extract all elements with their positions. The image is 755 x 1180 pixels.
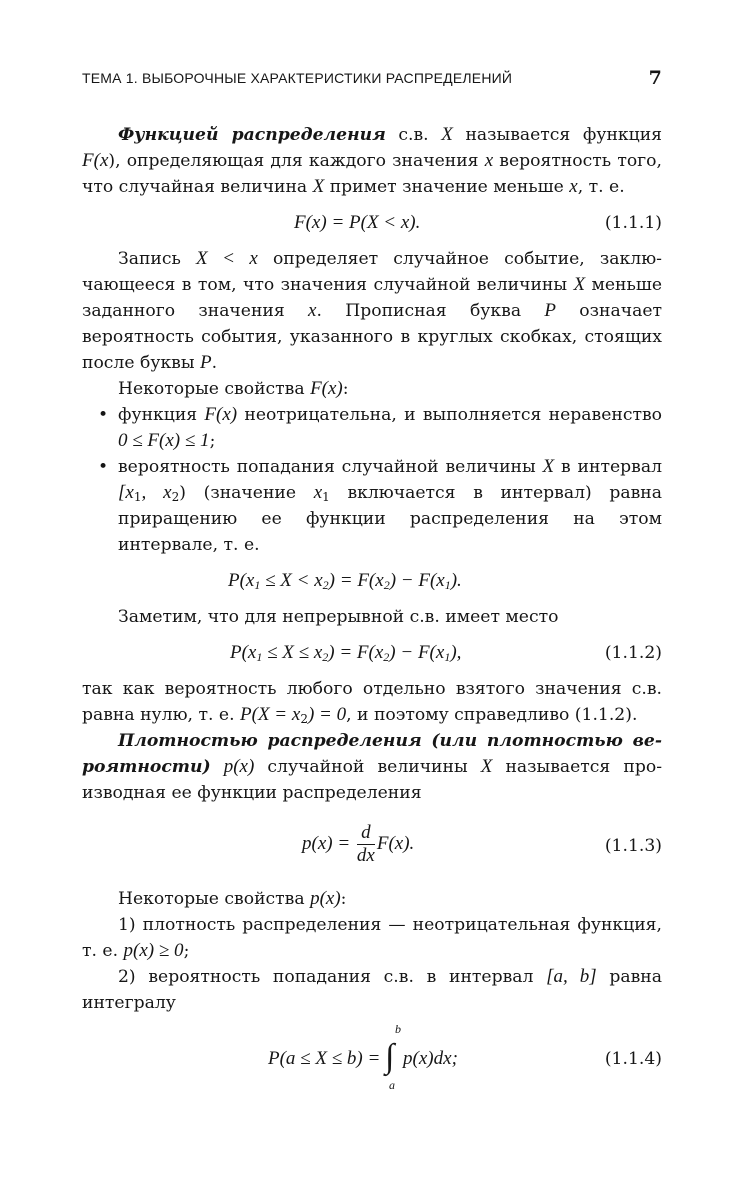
cdf-properties-list	[82, 402, 662, 558]
formula-part: ) = F(x	[328, 642, 384, 663]
subscript: 1	[256, 650, 263, 664]
formula-part: ) − F(x	[389, 642, 445, 663]
formula-part: ≤ X < x	[260, 570, 323, 591]
list-item	[82, 454, 662, 558]
text: определяет случайное событие, заключающееся в том, что значения случайной величины	[82, 249, 662, 295]
text: с.в.	[385, 125, 442, 145]
math-var: x	[313, 482, 323, 503]
equation-1-1-1	[82, 210, 662, 236]
equation-number: (1.1.4)	[604, 1049, 662, 1069]
formula-part: P(x	[230, 642, 257, 663]
math-var: , x	[141, 482, 172, 503]
formula-part: ) = F(x	[328, 570, 384, 591]
math-var: x	[99, 150, 109, 171]
math-var: ) = 0	[307, 704, 347, 725]
math-var: p(x)	[310, 888, 341, 909]
text: функция	[118, 405, 205, 425]
text: ), определяющая для каждого значения	[108, 151, 485, 171]
text: в интервал	[554, 457, 662, 477]
subscript: 1	[133, 490, 142, 504]
math-var: F(x)	[310, 378, 343, 399]
equation-number: (1.1.2)	[604, 643, 662, 663]
integral-upper-limit: b	[395, 1022, 402, 1036]
fraction-denominator: dx	[356, 845, 375, 866]
math-var: P(X = x	[240, 704, 301, 725]
text	[211, 757, 224, 777]
fraction-numerator: d	[357, 822, 375, 845]
text: :	[342, 379, 349, 399]
text: называется производная ее функции распределения	[82, 757, 662, 803]
equation-number: (1.1.3)	[604, 836, 662, 856]
formula	[230, 640, 461, 666]
page-body	[82, 122, 662, 1096]
text: означает вероятность события, указанного в круглых скобках, стоящих после буквы	[82, 301, 662, 373]
equation-interval-probability	[82, 568, 662, 594]
math-var: p(x)	[223, 756, 255, 777]
math-var: x	[308, 300, 317, 321]
subscript: 2	[383, 578, 390, 592]
text: неотрицательна, и выполняется неравенство	[237, 405, 662, 425]
derivative-fraction	[357, 822, 375, 867]
text: меньше заданного значения	[82, 275, 663, 321]
formula-lhs: P(a ≤ X ≤ b) =	[268, 1048, 386, 1069]
text: .	[211, 353, 218, 373]
bullet-icon: •	[98, 405, 109, 425]
subscript: 2	[383, 650, 390, 664]
math-var: X	[573, 274, 586, 295]
bullet-icon: •	[98, 457, 109, 477]
paragraph-pdf-definition	[82, 728, 662, 806]
formula-rhs: p(x)dx;	[403, 1048, 458, 1069]
page-number: 7	[648, 67, 662, 89]
text: равна интегралу	[82, 967, 663, 1013]
subscript: 2	[322, 650, 329, 664]
math-var: X < x	[196, 248, 258, 269]
paragraph-zero-probability	[82, 676, 662, 728]
formula: F(x) = P(X < x).	[294, 212, 421, 233]
formula-part: ),	[450, 642, 462, 663]
text: ;	[209, 431, 216, 451]
math-var: (	[93, 150, 100, 171]
text: ;	[183, 941, 190, 961]
text: называется функция	[452, 125, 662, 145]
subscript: 1	[254, 578, 261, 592]
formula-rhs: F(x).	[376, 832, 415, 854]
formula-lhs: p(x) =	[302, 832, 355, 854]
formula-part: P(x	[228, 570, 255, 591]
integral-sign	[385, 1024, 403, 1094]
subscript: 1	[444, 578, 451, 592]
text: 1) плотность распределения — неотрицательная функция, т. е.	[82, 915, 662, 961]
text: Некоторые свойства	[118, 889, 311, 909]
formula-part: ) − F(x	[389, 570, 445, 591]
subscript: 2	[300, 712, 308, 726]
term-pdf: Плотностью распределения (или плотностью вероятности)	[82, 731, 662, 777]
paragraph-pdf-property-2	[82, 964, 662, 1016]
integral-lower-limit: a	[389, 1078, 396, 1092]
subscript: 1	[444, 650, 451, 664]
integral-symbol: ∫	[385, 1038, 395, 1075]
paragraph-continuous-note: Заметим, что для непрерывной с.в. имеет место	[118, 607, 559, 627]
math-var: X	[441, 124, 453, 145]
running-title: ТЕМА 1. ВЫБОРОЧНЫЕ ХАРАКТЕРИСТИКИ РАСПРЕДЕЛЕНИЙ	[82, 70, 513, 86]
paragraph-cdf-properties-intro	[82, 376, 662, 402]
text: случайной величины	[254, 757, 481, 777]
paragraph-pdf-property-1	[82, 912, 662, 964]
math-var: p(x) ≥ 0	[123, 940, 184, 961]
text: примет значение меньше	[324, 177, 570, 197]
math-var: [x	[118, 482, 134, 503]
text: включается в интервал) равна приращению ее функции распределения на этом интервале, т. е.	[118, 483, 662, 555]
text: . Прописная буква	[316, 301, 545, 321]
math-var: x	[484, 150, 494, 171]
subscript: 1	[322, 490, 330, 504]
text: Некоторые свойства	[118, 379, 311, 399]
paragraph-event-notation	[82, 246, 662, 376]
math-var: X	[312, 176, 325, 197]
formula	[268, 1024, 458, 1094]
math-var: X	[480, 756, 493, 777]
paragraph-cdf-definition	[82, 122, 662, 200]
formula-part: ≤ X ≤ x	[262, 642, 323, 663]
formula	[302, 822, 414, 867]
math-var: [a, b]	[546, 966, 597, 987]
formula-part: ).	[450, 570, 462, 591]
text: 2) вероятность попадания с.в. в интервал	[118, 967, 547, 987]
equation-1-1-3	[82, 820, 662, 872]
subscript: 2	[322, 578, 329, 592]
math-var: P	[200, 352, 212, 373]
text: так как вероятность любого отдельно взятого значения с.в. равна нулю, т. е.	[82, 679, 662, 725]
text: , т. е.	[577, 177, 625, 197]
list-item	[82, 402, 662, 454]
text: вероятность того, что случайная величина	[82, 151, 662, 197]
math-var: 0 ≤ F(x) ≤ 1	[118, 430, 210, 451]
math-var: x	[569, 176, 578, 197]
formula	[228, 568, 462, 594]
text: Запись	[118, 249, 197, 269]
term-cdf: Функцией распределения	[118, 125, 386, 145]
equation-1-1-4	[82, 1022, 662, 1096]
math-var: X	[542, 456, 555, 477]
math-var: F	[82, 150, 94, 171]
text: , и поэтому справедливо (1.1.2).	[346, 705, 638, 725]
page-header	[82, 67, 662, 89]
equation-1-1-2	[82, 640, 662, 666]
equation-number: (1.1.1)	[604, 213, 662, 233]
paragraph-pdf-properties-intro	[82, 886, 662, 912]
text: ) (значение	[179, 483, 314, 503]
math-var: P	[544, 300, 556, 321]
math-var: F(x)	[204, 404, 238, 425]
text: :	[340, 889, 347, 909]
subscript: 2	[171, 490, 180, 504]
text: вероятность попадания случайной величины	[118, 457, 543, 477]
